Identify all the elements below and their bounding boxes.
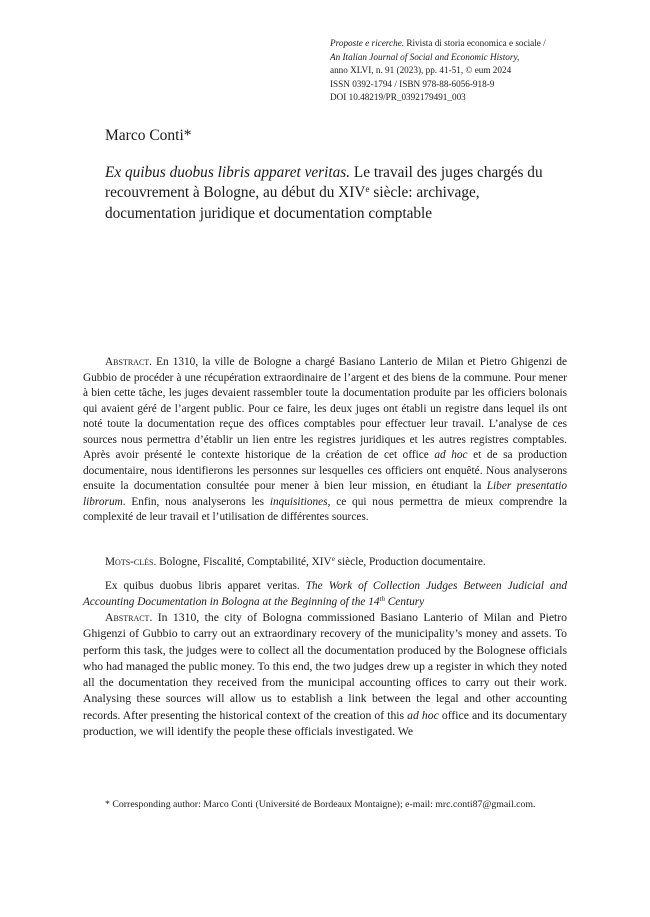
journal-doi: DOI 10.48219/PR_0392179491_003 — [330, 92, 466, 103]
journal-line-1: Proposte e ricerche. Rivista di storia economica e sociale / — [330, 38, 546, 48]
journal-line-3: anno XLVI, n. 91 (2023), pp. 41-51, © eum 2024 — [330, 65, 512, 76]
abstract-fr: Abstract. En 1310, la ville de Bologne a chargé Basiano Lanterio de Milan et Pietro Ghigenzi de Gubbio de procéder à une récupération extraordinaire de l’argent et des biens de la commune. Pour mener à bien cette tâche, les juges devaient rassembler toute la documentation produite par les officiers bolonais qui avaient géré de l’argent public. Pour ce faire, les deux juges ont établi un registre dans lequel ils ont noté toute la documentation reçue des offices comptables pour effectuer leur travail. L’analyse de ces sources nous permettra d’établir un lien entre les registres juridiques et les autres registres comptables. Après avoir présenté le contexte historique de la création de cet office ad hoc et de sa production documentaire, nous identifierons les personnes sur lesquelles ces officiers ont enquêté. Nous analyserons ensuite la documentation consultée pour mener à bien leur mission, en étudiant la Liber presentatio librorum. Enfin, nous analyserons les inquisitiones, ce qui nous permettra de mieux comprendre la complexité de leur travail et l’utilisation de différentes sources. — [83, 356, 568, 524]
abstract-label: Abstract. — [105, 611, 153, 624]
journal-line-2: An Italian Journal of Social and Economic History, — [330, 51, 520, 62]
keywords-label: Mots-clés. — [105, 556, 157, 568]
author-name: Marco Conti* — [105, 127, 192, 144]
abstract-en: Abstract. In 1310, the city of Bologna commissioned Basiano Lanterio of Milan and Pietro Ghigenzi of Gubbio to carry out an extraordinary recovery of the municipality’s money and assets. To perform this task, the judges were to collect all the documentation produced by the Bolognese officials who had managed the public money. To this end, the two judges drew up a register in which they noted all the documentation they received from the municipal accounting offices to carry out their work. Analysing these sources will allow us to establish a link between the legal and other accounting records. After presenting the historical context of the creation of this ad hoc office and its documentary production, we will identify the people these officials investigated. We — [83, 611, 567, 739]
footnote-text: Corresponding author: Marco Conti (Université de Bordeaux Montaigne); e-mail: mrc.conti87@gmail.com. — [109, 799, 536, 810]
journal-name: Proposte e ricerche. — [330, 38, 405, 48]
journal-info — [330, 37, 570, 105]
title-en: Ex quibus duobus libris apparet veritas. The Work of Collection Judges Between Judicial and Accounting Documentation in Bologna at the Beginning of the 14th Century — [83, 580, 567, 608]
keywords-fr: Mots-clés. Bologne, Fiscalité, Comptabilité, XIVe siècle, Production documentaire. — [105, 555, 486, 568]
journal-issn: ISSN 0392-1794 / ISBN 978-88-6056-918-9 — [330, 78, 495, 89]
footnote-marker: * — [105, 799, 110, 810]
article-title: Ex quibus duobus libris apparet veritas. Le travail des juges chargés du recouvrement à Bologne, au début du XIVe siècle: archivage, documentation juridique et documentation comptable — [105, 164, 543, 222]
abstract-label: Abstract. — [105, 356, 152, 368]
footnote — [83, 798, 567, 813]
